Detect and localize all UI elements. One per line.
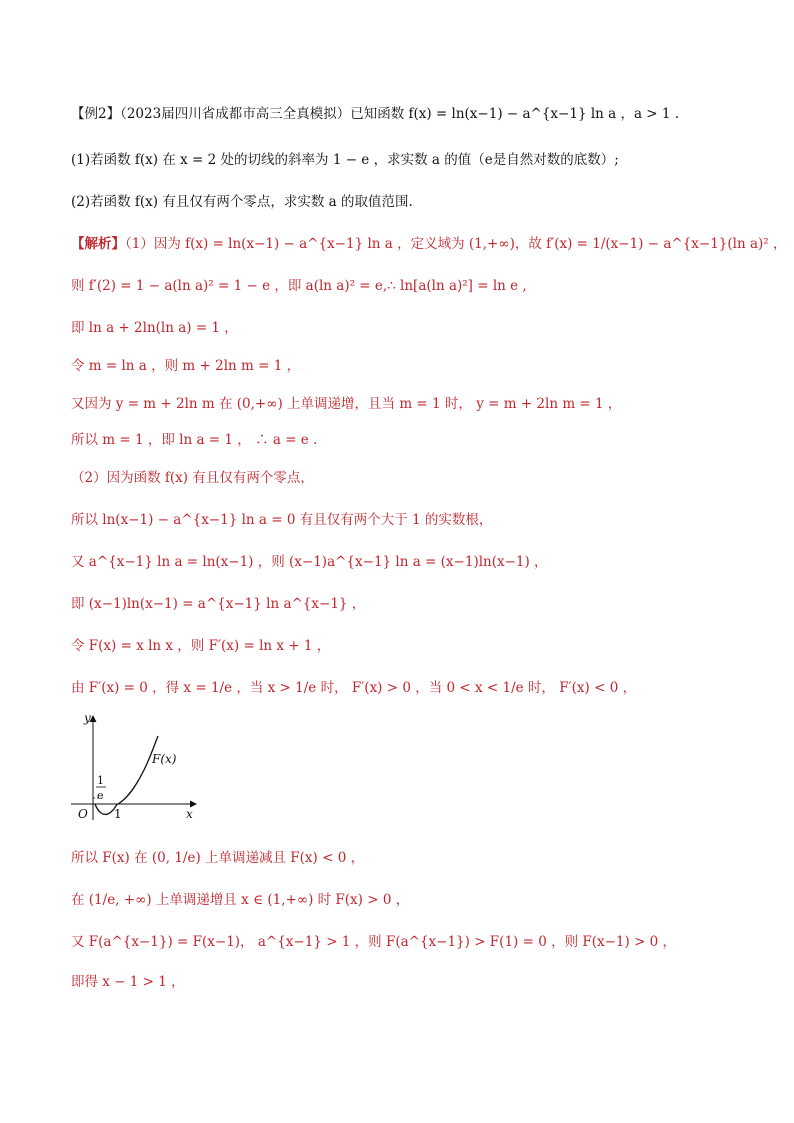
problem-header: [71, 104, 754, 124]
function-graph-svg: [66, 708, 206, 828]
solution-line-5: [71, 394, 754, 414]
solution-s12: 由 F′(x) = 0 ，得 x = 1/e ，当 x > 1/e 时， F′(x) > 0 ，当 0 < x < 1/e 时， F′(x) < 0 ，: [71, 680, 637, 696]
solution-s7: （2）因为函数 f(x) 有且仅有两个零点，: [71, 470, 314, 486]
solution-line-3: [71, 318, 754, 338]
solution-s2: 则 f′(2) = 1 − a(ln a)² = 1 − e ，即 a(ln a)² = e,∴ ln[a(ln a)²] = ln e ,: [71, 278, 527, 294]
solution-line-13: [71, 848, 754, 868]
curve-Fx: [95, 736, 158, 814]
solution-s9: 又 a^{x−1} ln a = ln(x−1) ，则 (x−1)a^{x−1} ln a = (x−1)ln(x−1) ，: [71, 554, 548, 570]
solution-s1: （1）因为 f(x) = ln(x−1) − a^{x−1} ln a ，定义域为 (1,+∞)，故 f′(x) = 1/(x−1) − a^{x−1}(ln a)² ，: [125, 236, 787, 252]
solution-s14: 在 (1/e, +∞) 上单调递增且 x ∈ (1,+∞) 时 F(x) > 0 ，: [71, 892, 410, 908]
solution-line-14: [71, 890, 754, 910]
solution-line-7: [71, 468, 754, 488]
frac-numerator: 1: [97, 774, 104, 787]
solution-s5: 又因为 y = m + 2ln m 在 (0,+∞) 上单调递增，且当 m = 1 时， y = m + 2ln m = 1 ，: [71, 396, 622, 412]
solution-s10: 即 (x−1)ln(x−1) = a^{x−1} ln a^{x−1} ，: [71, 596, 366, 612]
function-graph: [66, 708, 206, 828]
origin-label: O: [78, 807, 88, 821]
solution-s3: 即 ln a + 2ln(ln a) = 1 ，: [71, 320, 238, 336]
solution-s11: 令 F(x) = x ln x ，则 F′(x) = ln x + 1 ，: [71, 638, 331, 654]
x-axis-label: x: [186, 807, 193, 821]
solution-s15: 又 F(a^{x−1}) = F(x−1)， a^{x−1} > 1 ，则 F(a^{x−1}) > F(1) = 0 ，则 F(x−1) > 0 ，: [71, 934, 677, 950]
solution-s4: 令 m = ln a ，则 m + 2ln m = 1 ，: [71, 358, 301, 374]
frac-denominator: e: [97, 789, 104, 802]
solution-line-16: [71, 972, 754, 992]
solution-s13: 所以 F(x) 在 (0, 1/e) 上单调递减且 F(x) < 0 ，: [71, 850, 365, 866]
solution-tag: 【解析】: [71, 236, 125, 252]
solution-line-4: [71, 356, 754, 376]
solution-line-2: [71, 276, 754, 296]
solution-line-12: [71, 678, 754, 698]
curve-label: F(x): [152, 752, 177, 766]
solution-line-11: [71, 636, 754, 656]
problem-part1-text: (1)若函数 f(x) 在 x = 2 处的切线的斜率为 1 − e ，求实数 a 的值（e是自然对数的底数）;: [71, 152, 619, 168]
y-axis-label: y: [84, 711, 91, 725]
solution-s6: 所以 m = 1 ，即 ln a = 1 ， ∴ a = e .: [71, 432, 318, 448]
solution-line-15: [71, 932, 754, 952]
solution-line-10: [71, 594, 754, 614]
problem-part2-text: (2)若函数 f(x) 有且仅有两个零点，求实数 a 的取值范围.: [71, 194, 413, 210]
solution-line-9: [71, 552, 754, 572]
solution-line-8: [71, 510, 754, 530]
problem-part2: [71, 192, 754, 212]
solution-s16: 即得 x − 1 > 1 ，: [71, 974, 185, 990]
x-tick-label: 1: [114, 807, 122, 821]
solution-s8: 所以 ln(x−1) − a^{x−1} ln a = 0 有且仅有两个大于 1 的实数根，: [71, 512, 493, 528]
problem-part1: [71, 150, 754, 170]
solution-line-6: [71, 430, 754, 450]
solution-line-1: [71, 234, 787, 254]
problem-header-text: 【例2】（2023届四川省成都市高三全真模拟）已知函数 f(x) = ln(x−1) − a^{x−1} ln a ，a > 1 .: [71, 106, 680, 122]
